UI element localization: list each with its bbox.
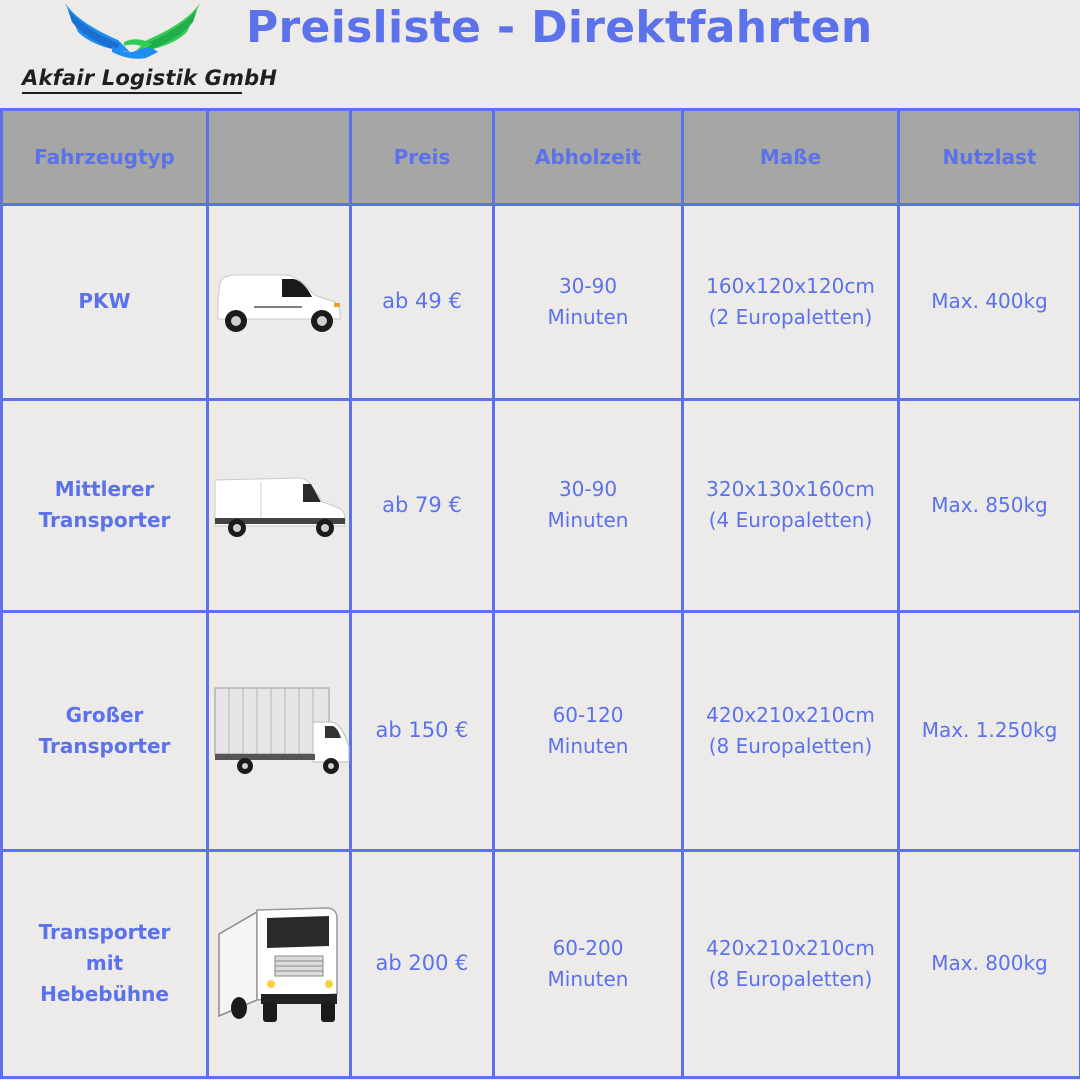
vehicle-type-cell: Mittlerer Transporter <box>2 399 208 611</box>
price-table <box>0 108 1080 1079</box>
table-row <box>2 850 1080 1077</box>
small-van-icon <box>214 269 344 335</box>
column-header-pickup-time: Abholzeit <box>494 110 683 205</box>
pickup-time-cell: 60-120 Minuten <box>494 611 683 850</box>
table-header-row <box>2 110 1080 205</box>
table-row <box>2 205 1080 400</box>
dimensions-cell: 420x210x210cm (8 Europaletten) <box>683 611 899 850</box>
vehicle-type-cell: Transporter mit Hebebühne <box>2 850 208 1077</box>
dimensions-cell: 320x130x160cm (4 Europaletten) <box>683 399 899 611</box>
vehicle-image-cell <box>208 611 351 850</box>
pickup-time-cell: 30-90 Minuten <box>494 205 683 400</box>
payload-cell: Max. 400kg <box>899 205 1080 400</box>
table-row <box>2 611 1080 850</box>
dimensions-cell: 160x120x120cm (2 Europaletten) <box>683 205 899 400</box>
vehicle-image-cell <box>208 399 351 611</box>
logo-underline <box>22 92 242 94</box>
payload-cell: Max. 800kg <box>899 850 1080 1077</box>
vehicle-type-cell: PKW <box>2 205 208 400</box>
price-cell: ab 150 € <box>351 611 494 850</box>
dimensions-cell: 420x210x210cm (8 Europaletten) <box>683 850 899 1077</box>
column-header-image <box>208 110 351 205</box>
payload-cell: Max. 1.250kg <box>899 611 1080 850</box>
price-cell: ab 79 € <box>351 399 494 611</box>
vehicle-image-cell <box>208 205 351 400</box>
logo-text: Akfair Logistik GmbH <box>22 66 278 90</box>
vehicle-type-cell: Großer Transporter <box>2 611 208 850</box>
pickup-time-cell: 30-90 Minuten <box>494 399 683 611</box>
column-header-price: Preis <box>351 110 494 205</box>
table-row <box>2 399 1080 611</box>
column-header-vehicle-type: Fahrzeugtyp <box>2 110 208 205</box>
vehicle-image-cell <box>208 850 351 1077</box>
price-cell: ab 49 € <box>351 205 494 400</box>
page-title: Preisliste - Direktfahrten <box>246 2 873 53</box>
column-header-payload: Nutzlast <box>899 110 1080 205</box>
pickup-time-cell: 60-200 Minuten <box>494 850 683 1077</box>
column-header-dimensions: Maße <box>683 110 899 205</box>
lorry-icon <box>217 904 341 1024</box>
price-cell: ab 200 € <box>351 850 494 1077</box>
payload-cell: Max. 850kg <box>899 399 1080 611</box>
medium-van-icon <box>213 472 347 538</box>
box-truck-icon <box>213 686 351 776</box>
